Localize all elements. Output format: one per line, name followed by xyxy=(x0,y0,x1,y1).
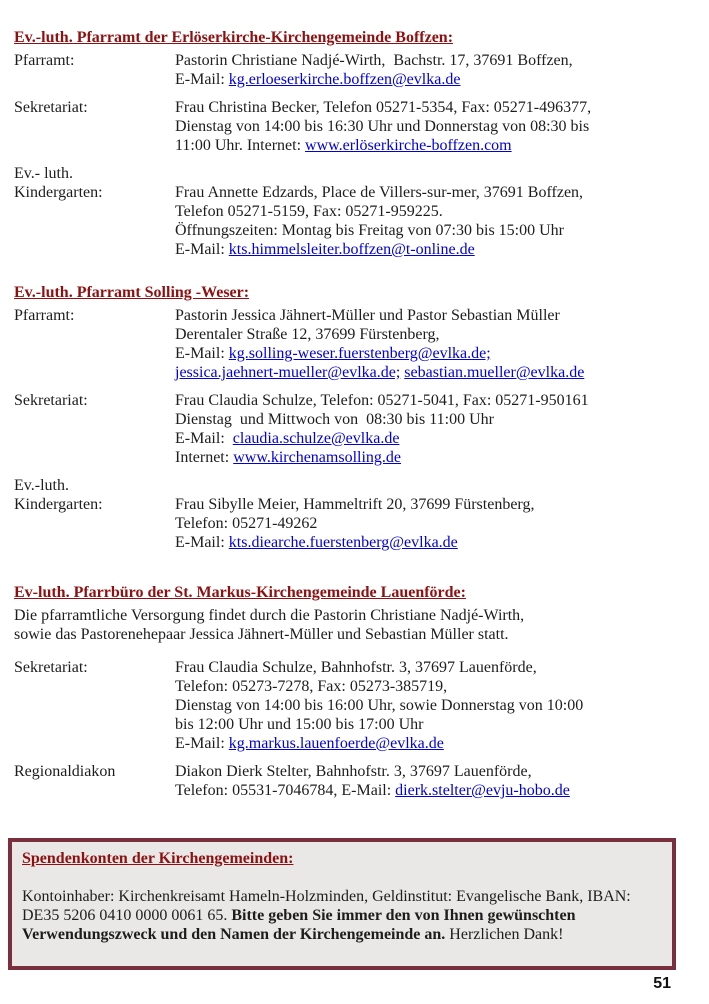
text-segment: Dienstag und Mittwoch von 08:30 bis 11:00 Uhr xyxy=(175,411,494,428)
text-segment: Frau Christina Becker, Telefon 05271-5354, Fax: 05271-496377, xyxy=(175,99,592,116)
text-segment: Pastorin Christiane Nadjé-Wirth, Bachstr. 17, 37691 Boffzen, xyxy=(175,52,573,69)
text-segment: E-Mail: xyxy=(175,430,233,447)
text-segment: Herzlichen Dank! xyxy=(445,926,564,943)
website-link[interactable]: www.erlöserkirche-boffzen.com xyxy=(305,137,512,154)
text-line xyxy=(175,658,701,677)
contact-row xyxy=(14,658,701,753)
text-segment: Öffnungszeiten: Montag bis Freitag von 07:30 bis 15:00 Uhr xyxy=(175,222,564,239)
text-segment: Telefon: 05531-7046784, E-Mail: xyxy=(175,782,396,799)
row-label: Ev.- luth. Kindergarten: xyxy=(14,165,103,201)
text-line xyxy=(175,410,701,429)
text-segment: E-Mail: xyxy=(175,345,229,362)
text-segment: E-Mail: xyxy=(175,534,229,551)
email-link[interactable]: kg.solling-weser.fuerstenberg@evlka.de; xyxy=(228,345,491,362)
contact-row xyxy=(14,762,701,800)
row-content xyxy=(175,98,701,155)
text-segment: Internet: xyxy=(175,449,234,466)
text-line xyxy=(175,183,701,202)
row-content xyxy=(175,762,701,800)
text-segment: Telefon: 05273-7278, Fax: 05273-385719, xyxy=(175,678,448,695)
contact-row xyxy=(14,164,701,259)
donation-box-title: Spendenkonten der Kirchengemeinden: xyxy=(22,850,294,867)
text-line xyxy=(175,363,701,382)
section-intro xyxy=(14,606,701,644)
row-content xyxy=(175,476,701,552)
email-link[interactable]: kg.markus.lauenfoerde@evlka.de xyxy=(228,735,444,752)
text-line xyxy=(175,306,701,325)
row-label: Pfarramt: xyxy=(14,52,75,69)
text-line xyxy=(175,344,701,363)
text-segment: sowie das Pastorenehepaar Jessica Jähnert-Müller und Sebastian Müller statt. xyxy=(14,626,509,643)
email-link[interactable]: sebastian.mueller@evlka.de xyxy=(404,364,585,381)
text-segment: E-Mail: xyxy=(175,71,229,88)
row-label: Sekretariat: xyxy=(14,392,88,409)
text-segment: bis 12:00 Uhr und 15:00 bis 17:00 Uhr xyxy=(175,716,424,733)
section-title: Ev-luth. Pfarrbüro der St. Markus-Kirchengemeinde Lauenförde: xyxy=(14,584,466,601)
text-line xyxy=(175,495,701,514)
text-line xyxy=(175,202,701,221)
text-line xyxy=(175,781,701,800)
text-line xyxy=(175,136,701,155)
text-segment: Pastorin Jessica Jähnert-Müller und Pastor Sebastian Müller xyxy=(175,307,560,324)
donation-box xyxy=(8,838,676,970)
email-link[interactable]: kg.erloeserkirche.boffzen@evlka.de xyxy=(228,71,461,88)
row-content xyxy=(175,164,701,259)
contact-row xyxy=(14,51,701,89)
text-line xyxy=(175,391,701,410)
email-link[interactable]: dierk.stelter@evju-hobo.de xyxy=(395,782,570,799)
section-title: Ev.-luth. Pfarramt Solling -Weser: xyxy=(14,284,250,301)
donation-box-text xyxy=(22,887,662,944)
text-line xyxy=(175,533,701,552)
text-segment: Dienstag von 14:00 bis 16:30 Uhr und Donnerstag von 08:30 bis xyxy=(175,118,590,135)
row-content xyxy=(175,51,701,89)
parish-section xyxy=(14,583,701,809)
text-segment: Frau Claudia Schulze, Telefon: 05271-5041, Fax: 05271-950161 xyxy=(175,392,589,409)
email-link[interactable]: jessica.jaehnert-mueller@evlka.de; xyxy=(175,364,401,381)
text-line xyxy=(175,696,701,715)
text-line xyxy=(175,240,701,259)
text-segment: Frau Sibylle Meier, Hammeltrift 20, 37699 Fürstenberg, xyxy=(175,496,535,513)
row-content xyxy=(175,391,701,467)
text-segment: Frau Annette Edzards, Place de Villers-sur-mer, 37691 Boffzen, xyxy=(175,184,584,201)
bold-text: Bitte geben Sie immer den von Ihnen gewünschten Verwendungszweck und den Namen der Kirchengemeinde an. xyxy=(22,907,580,943)
parish-section xyxy=(14,28,701,268)
contact-row xyxy=(14,98,701,155)
text-segment: Kontoinhaber: Kirchenkreisamt Hameln-Holzminden, Geldinstitut: Evangelische Bank, IBAN: DE35 5206 0410 0000 0061 65. xyxy=(22,888,635,924)
text-line xyxy=(175,715,701,734)
text-line xyxy=(175,677,701,696)
contact-row xyxy=(14,476,701,552)
text-segment: Derentaler Straße 12, 37699 Fürstenberg, xyxy=(175,326,440,343)
text-segment: 11:00 Uhr. Internet: xyxy=(175,137,306,154)
text-segment: Telefon 05271-5159, Fax: 05271-959225. xyxy=(175,203,443,220)
contact-row xyxy=(14,306,701,382)
email-link[interactable]: kts.himmelsleiter.boffzen@t-online.de xyxy=(228,241,475,258)
text-line xyxy=(175,70,701,89)
text-line xyxy=(175,221,701,240)
text-line xyxy=(175,734,701,753)
row-label: Pfarramt: xyxy=(14,307,75,324)
contact-row xyxy=(14,391,701,467)
section-title: Ev.-luth. Pfarramt der Erlöserkirche-Kirchengemeinde Boffzen: xyxy=(14,29,454,46)
text-line xyxy=(175,51,701,70)
text-line xyxy=(14,625,701,644)
text-segment: Dienstag von 14:00 bis 16:00 Uhr, sowie Donnerstag von 10:00 xyxy=(175,697,584,714)
text-segment: Diakon Dierk Stelter, Bahnhofstr. 3, 37697 Lauenförde, xyxy=(175,763,532,780)
email-link[interactable]: kts.diearche.fuerstenberg@evlka.de xyxy=(228,534,458,551)
text-segment: E-Mail: xyxy=(175,735,229,752)
row-label: Ev.-luth. Kindergarten: xyxy=(14,477,103,513)
text-line xyxy=(175,448,701,467)
text-line xyxy=(14,606,701,625)
email-link[interactable]: claudia.schulze@evlka.de xyxy=(232,430,400,447)
text-segment: E-Mail: xyxy=(175,241,229,258)
row-label: Sekretariat: xyxy=(14,99,88,116)
row-label: Regionaldiakon xyxy=(14,763,116,780)
text-line xyxy=(175,98,701,117)
website-link[interactable]: www.kirchenamsolling.de xyxy=(233,449,402,466)
text-line xyxy=(175,514,701,533)
row-label: Sekretariat: xyxy=(14,659,88,676)
text-segment: Die pfarramtliche Versorgung findet durch die Pastorin Christiane Nadjé-Wirth, xyxy=(14,607,525,624)
page-number: 51 xyxy=(653,975,671,992)
text-line xyxy=(175,762,701,781)
parish-section xyxy=(14,283,701,561)
row-content xyxy=(175,658,701,753)
row-content xyxy=(175,306,701,382)
text-segment: Telefon: 05271-49262 xyxy=(175,515,318,532)
text-line xyxy=(175,429,701,448)
text-line xyxy=(175,325,701,344)
text-segment: Frau Claudia Schulze, Bahnhofstr. 3, 37697 Lauenförde, xyxy=(175,659,537,676)
text-line xyxy=(175,117,701,136)
